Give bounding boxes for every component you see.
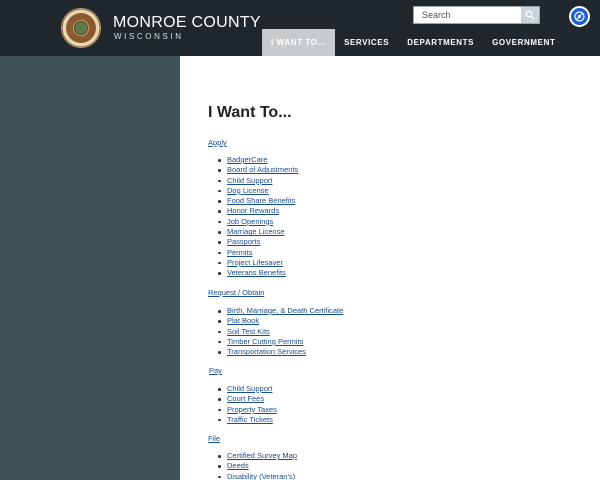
list-item bbox=[218, 186, 298, 196]
nav-departments[interactable]: DEPARTMENTS bbox=[407, 38, 475, 47]
list-link[interactable]: Deeds bbox=[227, 461, 249, 471]
list-link[interactable]: Food Share Benefits bbox=[227, 196, 296, 206]
nav-government[interactable]: GOVERNMENT bbox=[492, 38, 556, 47]
list-link[interactable]: Job Openings bbox=[227, 216, 274, 226]
list-item bbox=[218, 258, 298, 268]
request-obtain-list bbox=[218, 306, 343, 357]
list-link[interactable]: Permits bbox=[227, 247, 253, 257]
list-item bbox=[218, 155, 298, 165]
list-item bbox=[218, 384, 277, 394]
section-heading-file[interactable]: File bbox=[208, 434, 221, 443]
page-title: I Want To... bbox=[208, 104, 292, 121]
list-link[interactable]: Traffic Tickets bbox=[227, 414, 273, 424]
site-header bbox=[0, 0, 600, 56]
list-link[interactable]: Project Lifesaver bbox=[227, 257, 283, 267]
list-item bbox=[218, 268, 298, 278]
seal-center bbox=[74, 21, 88, 35]
pay-list bbox=[218, 384, 277, 425]
list-link[interactable]: Passports bbox=[227, 237, 261, 247]
list-link[interactable]: Child Support bbox=[227, 175, 273, 185]
search-icon bbox=[525, 10, 535, 20]
county-name[interactable]: MONROE COUNTY bbox=[113, 14, 261, 31]
list-item bbox=[218, 217, 298, 227]
list-item bbox=[218, 306, 343, 316]
list-link[interactable]: Marriage License bbox=[227, 227, 285, 237]
list-item bbox=[218, 248, 298, 258]
list-link[interactable]: Property Taxes bbox=[227, 404, 277, 414]
state-name: WISCONSIN bbox=[114, 32, 184, 41]
list-link[interactable]: BadgerCare bbox=[227, 155, 268, 164]
list-item bbox=[218, 394, 277, 404]
list-item bbox=[218, 227, 298, 237]
main-content bbox=[180, 56, 600, 480]
list-item bbox=[218, 196, 298, 206]
search-input[interactable] bbox=[414, 7, 522, 23]
section-heading-apply[interactable]: Apply bbox=[208, 138, 227, 147]
accessibility-button[interactable] bbox=[569, 6, 590, 27]
list-link[interactable]: Plat Book bbox=[227, 316, 260, 326]
search-button[interactable] bbox=[521, 7, 539, 23]
nav-i-want-to[interactable]: I WANT TO... bbox=[262, 29, 335, 56]
file-list bbox=[218, 451, 297, 480]
left-sidebar bbox=[0, 56, 180, 480]
nav-services[interactable]: SERVICES bbox=[344, 38, 390, 47]
list-item bbox=[218, 237, 298, 247]
list-item bbox=[218, 327, 343, 337]
list-link[interactable]: Court Fees bbox=[227, 394, 265, 404]
list-link[interactable]: Timber Cutting Permits bbox=[227, 336, 304, 346]
list-link[interactable]: Veterans Benefits bbox=[227, 268, 286, 278]
list-item bbox=[218, 176, 298, 186]
list-link[interactable]: Disability (Veteran's) bbox=[227, 471, 296, 480]
list-link[interactable]: Birth, Marriage, & Death Certificate bbox=[227, 306, 344, 315]
list-link[interactable]: Transportation Services bbox=[227, 347, 306, 357]
list-link[interactable]: Child Support bbox=[227, 384, 273, 393]
list-item bbox=[218, 165, 298, 175]
apply-list bbox=[218, 155, 298, 279]
list-link[interactable]: Certified Survey Map bbox=[227, 451, 298, 460]
list-item bbox=[218, 337, 343, 347]
list-item bbox=[218, 451, 297, 461]
list-link[interactable]: Soil Test Kits bbox=[227, 326, 270, 336]
list-item bbox=[218, 415, 277, 425]
county-seal-logo[interactable] bbox=[61, 8, 101, 48]
list-link[interactable]: Board of Adjustments bbox=[227, 165, 299, 175]
list-item bbox=[218, 206, 298, 216]
list-item bbox=[218, 461, 297, 471]
list-link[interactable]: Dog License bbox=[227, 185, 269, 195]
list-item bbox=[218, 316, 343, 326]
list-item bbox=[218, 347, 343, 357]
section-heading-pay[interactable]: Pay bbox=[209, 366, 222, 375]
main-nav bbox=[262, 29, 564, 56]
section-heading-request-obtain[interactable]: Request / Obtain bbox=[208, 288, 265, 297]
list-item bbox=[218, 472, 297, 480]
list-link[interactable]: Honor Rewards bbox=[227, 206, 280, 216]
accessibility-icon bbox=[574, 11, 585, 22]
search-box bbox=[413, 6, 540, 24]
list-item bbox=[218, 405, 277, 415]
